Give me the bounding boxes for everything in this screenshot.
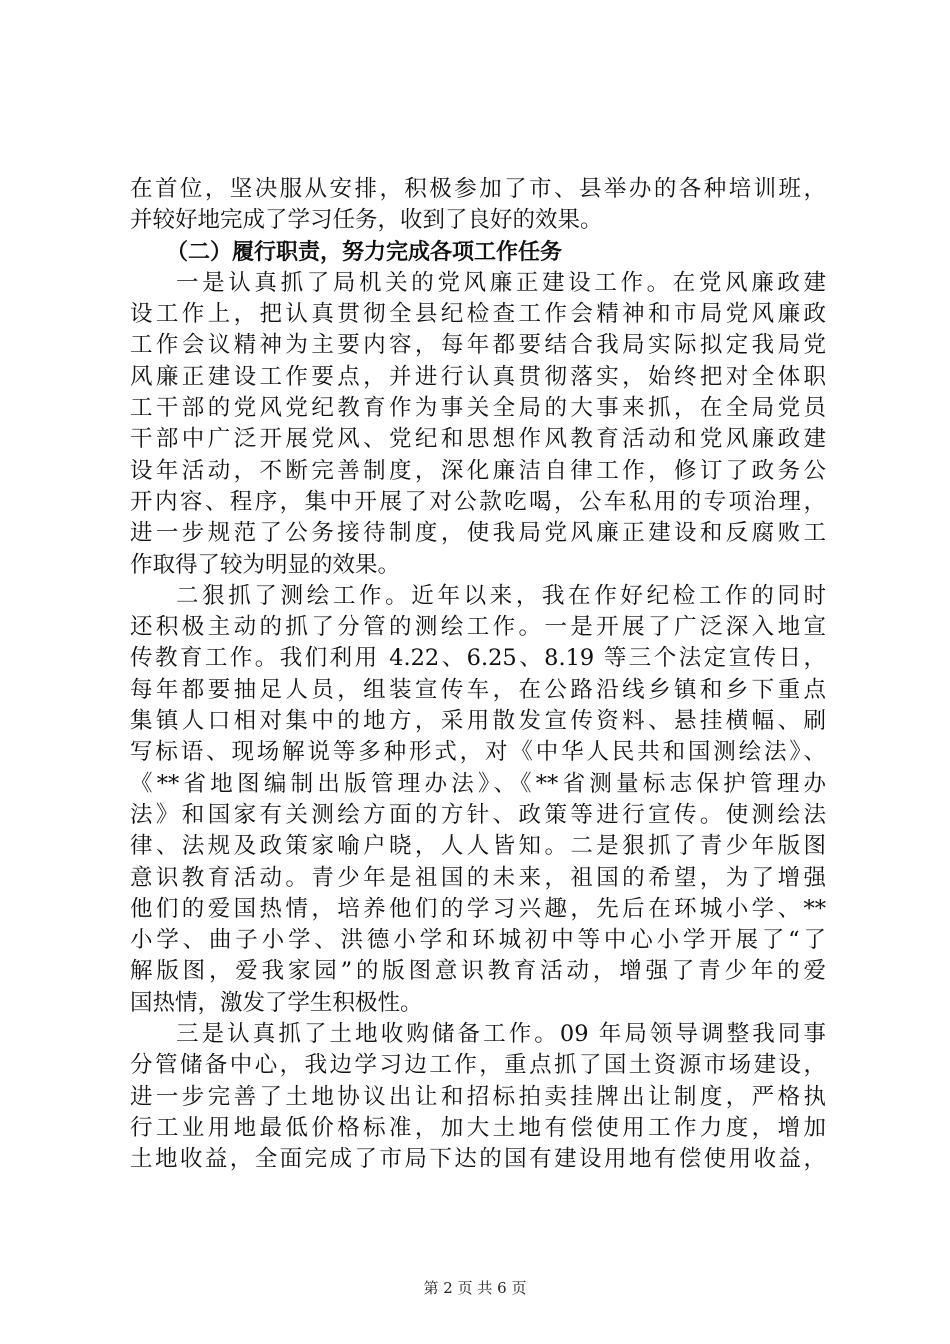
text-line: 传教育工作。我们利用 4.22、6.25、8.19 等三个法定宣传日，	[130, 645, 826, 672]
document-body	[130, 174, 826, 1176]
text-line: 并较好地完成了学习任务，收到了良好的效果。	[130, 207, 603, 234]
text-line: 工作会议精神为主要内容，每年都要结合我局实际拟定我局党	[130, 332, 826, 359]
text-line: 每年都要抽足人员，组装宣传车，在公路沿线乡镇和乡下重点	[130, 676, 826, 703]
text-line: 进一步完善了土地协议出让和招标拍卖挂牌出让制度，严格执	[130, 1083, 826, 1110]
page-footer: 第 2 页 共 6 页	[423, 1279, 527, 1297]
text-line: 集镇人口相对集中的地方，采用散发宣传资料、悬挂横幅、刷	[130, 708, 826, 735]
text-line: 开内容、程序，集中开展了对公款吃喝，公车私用的专项治理，	[130, 488, 826, 515]
text-line: 在首位，坚决服从安排，积极参加了市、县举办的各种培训班，	[130, 176, 826, 202]
text-line: 意识教育活动。青少年是祖国的未来，祖国的希望，为了增强	[130, 864, 826, 891]
text-line: 小学、曲子小学、洪德小学和环城初中等中心小学开展了“了	[130, 927, 826, 954]
text-line: 土地收益，全面完成了市局下达的国有建设用地有偿使用收益，	[130, 1146, 826, 1173]
text-line: 写标语、现场解说等多种形式，对《中华人民共和国测绘法》、	[130, 739, 826, 766]
text-line: 工干部的党风党纪教育作为事关全局的大事来抓，在全局党员	[130, 395, 826, 422]
text-line: 行工业用地最低价格标准，加大土地有偿使用工作力度，增加	[130, 1114, 826, 1141]
text-line: 一是认真抓了局机关的党风廉正建设工作。在党风廉政建	[176, 269, 826, 296]
text-line: 设工作上，把认真贯彻全县纪检查工作会精神和市局党风廉政	[130, 301, 826, 328]
text-line: 还积极主动的抓了分管的测绘工作。一是开展了广泛深入地宣	[130, 614, 826, 641]
text-line: 进一步规范了公务接待制度，使我局党风廉正建设和反腐败工	[130, 520, 826, 547]
section-heading: （二）履行职责，努力完成各项工作任务	[166, 239, 563, 265]
text-line: 设年活动，不断完善制度，深化廉洁自律工作，修订了政务公	[130, 457, 826, 484]
text-line: 作取得了较为明显的效果。	[130, 551, 401, 578]
text-line: 二狠抓了测绘工作。近年以来，我在作好纪检工作的同时	[176, 582, 826, 609]
text-line: 法》和国家有关测绘方面的方针、政策等进行宣传。使测绘法	[130, 801, 826, 828]
text-line: 分管储备中心，我边学习边工作，重点抓了国土资源市场建设，	[130, 1052, 826, 1079]
text-line: 他们的爱国热情，培养他们的学习兴趣，先后在环城小学、**	[130, 895, 826, 922]
text-line: 三是认真抓了土地收购储备工作。09 年局领导调整我同事	[176, 1021, 826, 1048]
text-line: 干部中广泛开展党风、党纪和思想作风教育活动和党风廉政建	[130, 426, 826, 453]
text-line: 解版图，爱我家园”的版图意识教育活动，增强了青少年的爱	[130, 958, 826, 985]
text-line: 风廉正建设工作要点，并进行认真贯彻落实，始终把对全体职	[130, 363, 826, 390]
text-line: 国热情，激发了学生积极性。	[130, 989, 423, 1016]
text-line: 律、法规及政策家喻户晓，人人皆知。二是狠抓了青少年版图	[130, 833, 826, 860]
text-line: 《**省地图编制出版管理办法》、《**省测量标志保护管理办	[130, 770, 826, 797]
